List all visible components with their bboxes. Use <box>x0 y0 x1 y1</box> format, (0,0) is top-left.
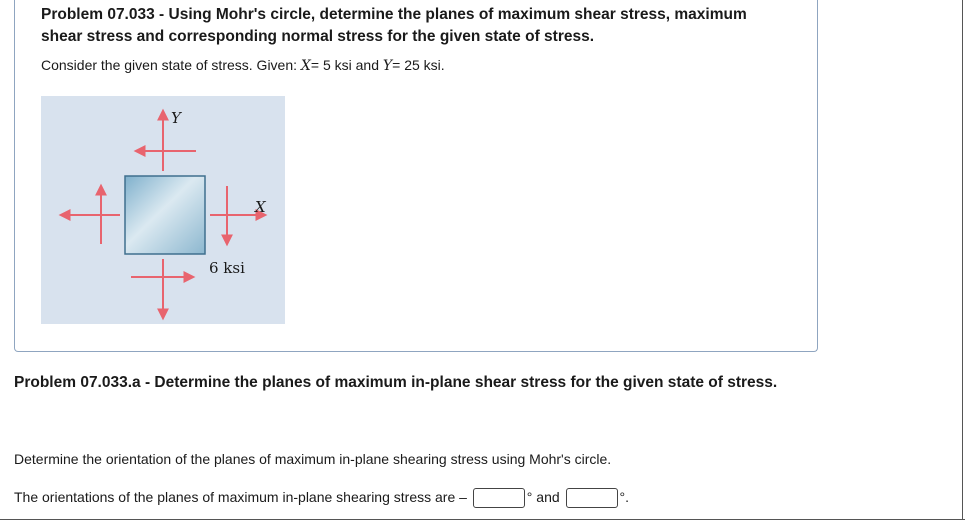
degree-symbol-2: °. <box>619 489 630 505</box>
bottom-border <box>0 519 965 520</box>
part-a-title: Problem 07.033.a - Determine the planes of maximum in-plane shear stress for the given state of stress. <box>14 374 778 391</box>
right-border <box>962 0 963 520</box>
label-shear-stress: 6 ksi <box>209 259 245 277</box>
x-value: = 5 ksi and <box>310 57 383 73</box>
and-text: and <box>532 489 564 505</box>
given-statement <box>41 55 445 76</box>
orientation-answer-input-2[interactable] <box>566 488 618 508</box>
label-x: X <box>255 198 266 216</box>
given-prefix: Consider the given state of stress. Given: <box>41 57 301 73</box>
answer-line <box>14 487 629 508</box>
label-y: Y <box>171 109 181 127</box>
stress-diagram <box>41 96 285 324</box>
stress-element-square <box>125 176 205 254</box>
answer-prefix: The orientations of the planes of maximum in-plane shearing stress are – <box>14 489 467 505</box>
part-a-instruction: Determine the orientation of the planes of maximum in-plane shearing stress using Mohr's circle. <box>14 451 612 467</box>
y-variable: Y <box>382 58 393 74</box>
stress-element-figure <box>41 96 285 324</box>
y-value: = 25 ksi. <box>392 57 445 73</box>
orientation-answer-input-1[interactable] <box>473 488 525 508</box>
problem-title: Problem 07.033 - Using Mohr's circle, determine the planes of maximum shear stress, maximum shear stress and corresponding normal stress for the given state of stress. <box>41 6 747 45</box>
x-variable: X <box>300 58 311 74</box>
degree-symbol-1: ° <box>526 489 533 505</box>
